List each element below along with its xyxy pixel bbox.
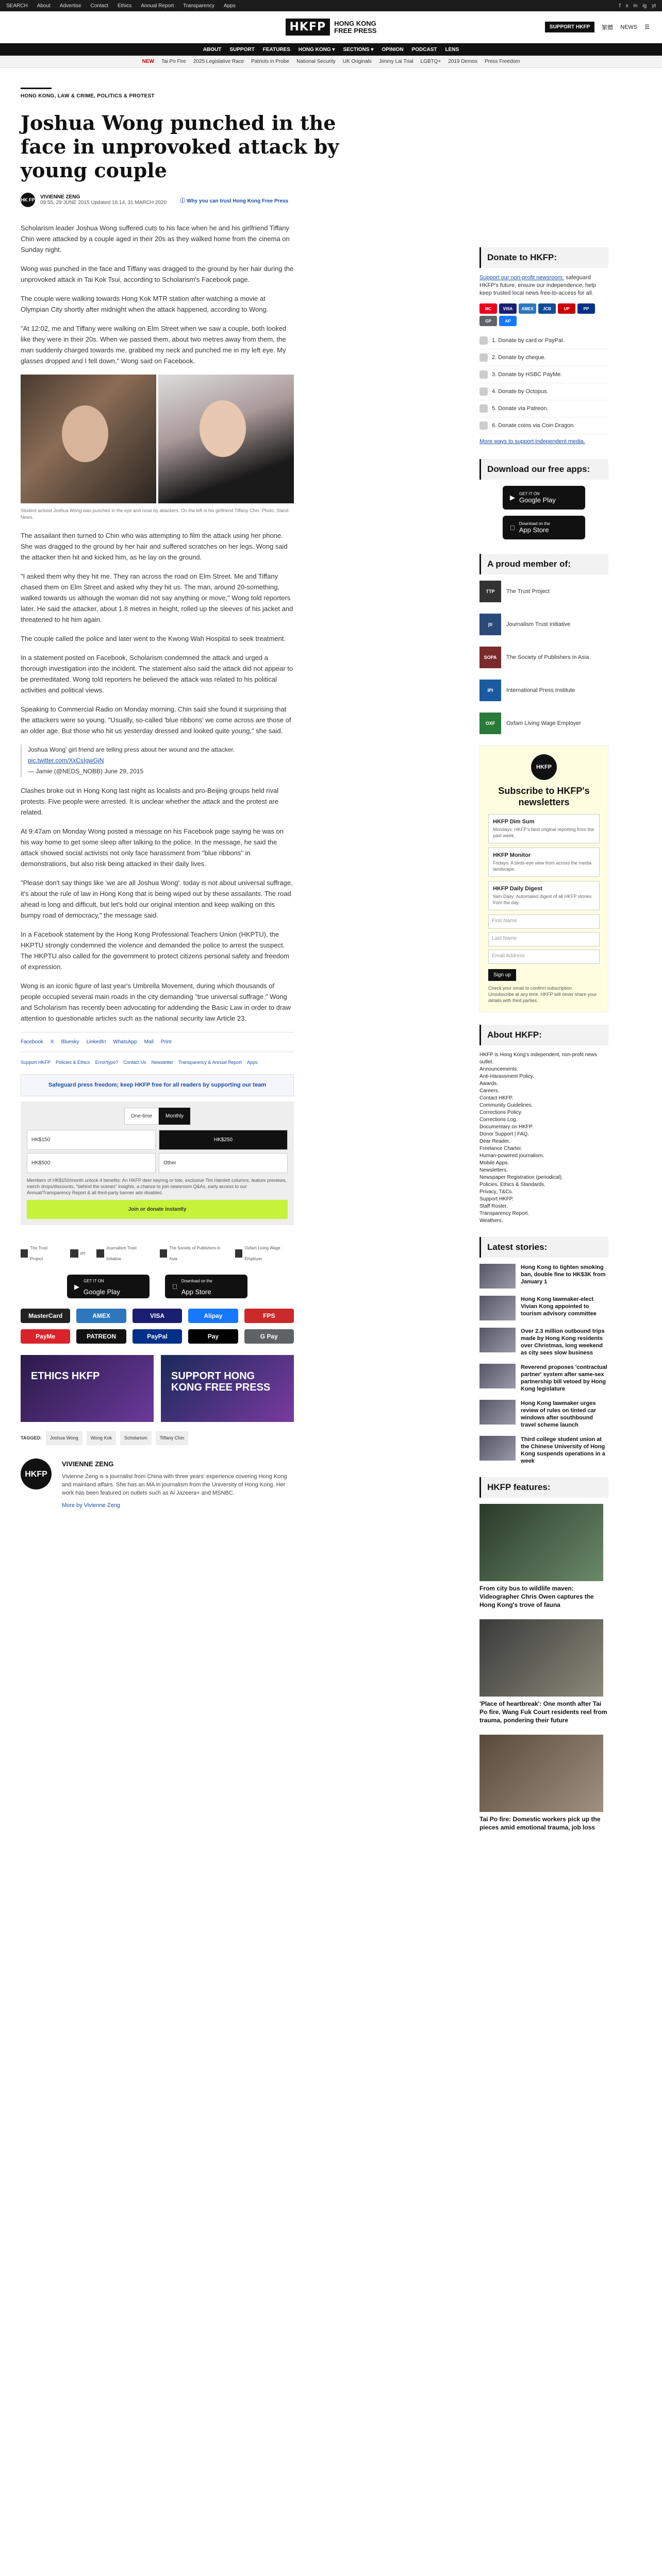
language-switch[interactable]: 繁體 [602,24,614,31]
about-link[interactable]: Announcements. [479,1066,519,1072]
article-paragraph: The couple were walking towards Hong Kok MTR station after watching a movie at Olympian City shortly after midnight when the attack happened, according to Wong. [21,295,269,313]
logo-oxfam[interactable] [235,1243,294,1264]
article-paragraph: At 9:47am on Monday Wong posted a message on his Facebook page saying he was on his way home to get some sleep after talking to the police. In the message, he said the attack showed social activists not only face harassment from "blue ribbons" in demonstrations, but also risk being attacked in their daily lives. [21,827,284,868]
topic-link[interactable]: 2019 Demos [448,59,477,64]
story-title: Hong Kong lawmaker-elect Vivian Kong appointed to tourism advisory committee [521,1296,597,1317]
article-paragraph: Scholarism leader Joshua Wong suffered cuts to his face when he and his girlfriend Tiffany Chin were attacked by a couple aged in their 20s as they walked home from the cinema on Sunday night. [21,224,290,253]
option-name: HKFP Daily Digest [493,886,542,892]
feature-stories [479,1504,608,1832]
support-link[interactable]: Contact Us [123,1060,146,1065]
oxfam-logo: OXF [479,713,501,734]
card-logo: PP [577,303,595,314]
nav-item[interactable]: OPINION [382,46,404,53]
article-paragraph: "Please don't say things like 'we are all Joshua Wong'. today is not about universal suffrage, it's about the rule of law in Hong Kong that is being wiped out by these assailants. The road ahead is long and difficult, but let's hold our original intention and keep walking on this bumpy road of democracy," the message said. [21,879,293,919]
article-paragraph: In a Facebook statement by the Hong Kong Professional Teachers Union (HKPTU), the HKPTU strongly condemned the violence and demanded the police to arrest the suspect. The HKPTU also called for the government to protect citizens personal safety and freedom of expression. [21,930,289,971]
promo-banners [21,1355,294,1422]
article-paragraph: "At 12:02, me and Tiffany were walking on Elm Street when we saw a couple, both looked like they were in their 20s. When we passed them, about two metres away from them, the man suddenly charged towards me, grabbed my neck and punched me in my left eye. My glasses dropped and I fell down," Wong said on Facebook. [21,325,287,365]
share-print[interactable]: Print [160,1039,172,1045]
feature-title: Tai Po fire: Domestic workers pick up the pieces amid emotional trauma, job loss [479,1816,601,1831]
method-label: 1. Donate by card or PayPal. [492,337,565,344]
card-icon [479,336,488,345]
about-link[interactable]: Staff Roster. [479,1204,508,1209]
about-link[interactable]: Policies, Ethics & Standards. [479,1182,545,1188]
feature-title: From city bus to wildlife maven: Videographer Chris Owen captures the Hong Kong's trove of fauna [479,1585,594,1608]
share-facebook[interactable]: Facebook [21,1039,43,1045]
support-link[interactable]: Policies & Ethics [56,1060,90,1065]
share-bluesky[interactable]: Bluesky [61,1039,79,1045]
promo-ethics[interactable]: ETHICS HKFP [21,1355,154,1422]
join-donate-button[interactable]: Join or donate instantly [27,1200,288,1219]
story-title: Hong Kong to tighten smoking ban, double fine to HK$3K from January 1 [521,1264,606,1285]
one-time-toggle[interactable]: One-time [124,1108,159,1125]
cheque-icon [479,353,488,362]
apple-icon [172,1281,177,1292]
play-icon: ▶ [510,494,515,501]
logo-text-line1: HONG KONG [334,19,376,27]
article-body [21,223,294,1511]
ipi-logo: IPI [479,680,501,701]
donate-method[interactable] [479,349,608,366]
card-logo: UP [558,303,575,314]
article-column [21,88,339,1511]
patreon-icon [479,404,488,413]
store-label: App Store [176,1288,206,1296]
member-label: International Press Institute [506,687,575,693]
feature-image [479,1619,603,1697]
jti-logo: jti [479,614,501,635]
fps-icon: FPS [244,1309,294,1323]
embedded-tweet [21,744,294,777]
logo-text [334,20,376,35]
tag[interactable]: Joshua Wong [46,1431,82,1445]
feature-story[interactable] [479,1504,608,1609]
card-logo: GP [479,316,497,326]
method-label: 5. Donate via Patreon. [492,405,549,412]
about-link[interactable]: Corrections Policy. [479,1110,522,1115]
article-headline: Joshua Wong punched in the face in unprovoked attack by young couple [21,111,339,182]
topic-link[interactable]: National Security [296,59,336,64]
article-paragraph: "I asked them why they hit me. They ran across the road on Elm Street. Me and Tiffany chased them on Elm Street and asked why they hit us. The man, around 20-something, walked towards us although the woman did not say anything or move," Wong told reporters later. He said the attacker, about 1.8 metres in height, rolled up the sleeves of his jacket and threatened to hit him again. [21,572,293,623]
article-paragraph: The assailant then turned to Chin who was attempting to film the attack using her phone. She was dragged to the ground by her hair and suffered scratches on her legs. Wong said the attacker then hit and kicked him, as he lay on the ground. [21,532,288,561]
donation-frequency-toggle [27,1108,288,1125]
signup-button[interactable]: Sign up [488,969,516,981]
author-name[interactable]: VIVIENNE ZENG [40,194,80,200]
author-box [21,1459,294,1511]
logo-label: Journalism Trust Initiative [106,1246,137,1261]
newsletter-option[interactable] [488,814,600,843]
visa-icon: VISA [133,1309,182,1323]
logo-label: The Trust Project [30,1246,48,1261]
about-link[interactable]: Documentary on HKFP. [479,1124,534,1130]
amex-icon: AMEX [76,1309,126,1323]
member-label: The Trust Project [506,588,550,595]
store-small-label: Download on the [514,521,545,526]
latest-story[interactable] [479,1296,608,1320]
newsletter-option[interactable] [488,848,600,877]
story-title: Over 2.3 million outbound trips made by Hong Kong residents over Christmas, long weekend as city sees slow business [521,1328,605,1356]
topbar-link[interactable]: SEARCH [6,3,28,9]
feature-story[interactable] [479,1735,608,1832]
topic-link[interactable]: UK Originals [342,59,372,64]
author-box-avatar[interactable]: HKFP [21,1459,52,1489]
feature-title: 'Place of heartbreak': One month after Tai Po fire, Wang Fuk Court residents reel from trauma, pondering their future [479,1700,607,1724]
play-icon: ▶ [74,1282,79,1291]
topic-link[interactable]: Press Freedom [485,59,520,64]
donate-intro-link[interactable]: Support our non-profit newsroom: [479,275,564,281]
trust-label: Why you can trust Hong Kong Free Press [186,198,289,204]
membership-note: Members of HK$150/month unlock 4 benefits: An HKFP deer keyring or tote, exclusive Tim Hamlett columns, feature previews, merch drops/discounts, "behind the scenes" insights, a chance to join newsroom Q&As, early access to our Annual/Transparency Report & all third-party banner ads disabled. [27,1178,287,1195]
about-link[interactable]: Donor Support | FAQ. [479,1131,529,1137]
amount-option-other[interactable]: Other [159,1153,288,1173]
support-links [21,1057,294,1068]
app-store-buttons [21,1275,294,1298]
google-play-button[interactable] [67,1275,150,1298]
about-links [479,1052,608,1225]
about-link[interactable]: Awards. [479,1081,498,1087]
facebook-icon[interactable]: f [619,3,621,9]
latest-story[interactable] [479,1264,608,1289]
alipay-icon: Alipay [188,1309,238,1323]
donate-intro [479,274,608,297]
feature-story[interactable] [479,1619,608,1724]
member-label: Journalism Trust Initiative [506,621,571,628]
sidebar-app-store-button[interactable] [503,516,585,539]
promo-support[interactable]: SUPPORT HONG KONG FREE PRESS [161,1355,294,1422]
donate-method[interactable] [479,366,608,383]
member-item[interactable] [479,581,608,602]
donate-box [21,1101,294,1225]
method-label: 3. Donate by HSBC PayMe. [492,371,562,378]
menu-icon[interactable]: ☰ [644,24,650,30]
donate-intro-text: safeguard HKFP's future, ensure our independence, help keep trusted local news free-to-access for all. [479,275,596,296]
nav-item[interactable]: SUPPORT [229,46,255,53]
latest-story[interactable] [479,1436,608,1465]
topic-link[interactable]: Patriots in Probe [251,59,290,64]
nav-item[interactable]: ABOUT [203,46,222,53]
logo-label: IPI [80,1251,86,1256]
photo-caption: Student activist Joshua Wong was punched in the eye and nose by attackers. On the left is his girlfriend Tiffany Chin. Photo: Stand News. [21,508,289,520]
card-logo: AP [499,316,517,326]
store-label: Google Play [84,1288,120,1296]
tag[interactable]: Scholarism [120,1431,152,1445]
store-label: App Store [514,526,544,534]
linkedin-icon[interactable]: in [633,3,638,9]
about-title: About HKFP: [479,1025,608,1045]
coin-icon [479,421,488,430]
store-small-label: Download on the [176,1279,208,1283]
feature-image [479,1735,603,1812]
topic-link[interactable]: LGBTQ+ [420,59,441,64]
story-title: Third college student union at the Chinese University of Hong Kong suspends operations in a week [521,1436,605,1464]
member-logos-row [21,1243,294,1264]
info-icon: ⓘ [180,198,186,204]
about-link[interactable]: Anti-Harassment Policy. [479,1074,534,1079]
about-link[interactable]: Corrections Log. [479,1117,518,1123]
newsletter-note: Check your email to confirm subscription. Unsubscribe at any time. HKFP will never share your details with third parties. [488,986,597,1003]
last-name-input[interactable]: Last Name [488,932,600,946]
article-photo[interactable] [21,375,294,503]
apple-icon [510,524,515,532]
new-badge: NEW [142,59,154,64]
newsletter-signup [479,745,608,1012]
x-icon[interactable]: x [625,3,628,9]
newsletter-title: Subscribe to HKFP's newsletters [498,786,590,807]
donate-method[interactable] [479,417,608,434]
support-link[interactable]: Newsletter [151,1060,174,1065]
topbar-link[interactable]: About [37,3,51,9]
latest-story[interactable] [479,1364,608,1393]
support-link[interactable]: Apps [246,1060,258,1065]
paypal-icon: PayPal [133,1329,182,1344]
about-link[interactable]: Dear Reader. [479,1139,510,1144]
option-name: HKFP Dim Sum [493,819,535,825]
about-link[interactable]: Human-powered journalism. [479,1153,544,1159]
member-item[interactable] [479,680,608,701]
story-thumbnail [479,1328,516,1352]
author-bio: Vivienne Zeng is a journalist from China with three years' experience covering Hong Kong and mainland affairs. She has an MA in journalism from the University of Hong Kong. Her work has been featured on outlets such as Al Jazeera+ and MSNBC. [62,1473,287,1496]
logo-jti[interactable] [96,1243,148,1264]
tag[interactable]: Tiffany Chin [156,1431,189,1445]
instagram-icon[interactable]: ig [642,3,647,9]
top-bar [0,0,662,11]
story-thumbnail [479,1264,516,1289]
topic-link[interactable]: Jimmy Lai Trial [378,59,413,64]
about-link[interactable]: Careers. [479,1088,500,1094]
apps-title: Download our free apps: [479,459,608,480]
author-avatar[interactable]: HK FP [21,193,35,207]
logo-trust-project[interactable] [21,1243,59,1264]
tweet-attribution[interactable]: — Jamie (@NEDS_NOBB) June 29, 2015 [28,768,144,775]
donate-method[interactable] [479,383,608,400]
news-link[interactable]: NEWS [620,24,638,30]
story-title: Hong Kong lawmaker urges review of rules on tinted car windows after southbound travel scheme launch [521,1400,597,1428]
sidebar-app-buttons [479,486,608,539]
latest-story[interactable] [479,1400,608,1429]
trust-link[interactable] [180,196,288,204]
member-item[interactable] [479,647,608,668]
share-mail[interactable]: Mail [144,1039,154,1045]
sidebar [479,247,608,1842]
share-x[interactable]: X [50,1039,54,1045]
about-link[interactable]: Freelance Charter. [479,1146,522,1151]
photo-tiffany-chin [158,375,294,503]
payme-icon [479,370,488,379]
article-category[interactable]: HONG KONG, LAW & CRIME, POLITICS & PROTEST [21,88,52,99]
app-store-button[interactable] [165,1275,247,1298]
apple-pay-icon: Pay [188,1329,238,1344]
sidebar-google-play-button[interactable] [503,486,585,510]
payme-icon: PayMe [21,1329,70,1344]
google-pay-icon: G Pay [244,1329,294,1344]
card-logos [479,303,608,326]
logo-label: The Society of Publishers in Asia [169,1246,221,1261]
option-desc: Mondays: HKFP's best original reporting from the past week. [493,827,594,838]
octopus-icon [479,387,488,396]
article-paragraph: Wong is an iconic figure of last year's Umbrella Movement, during which thousands of people occupied several main roads in the city demanding "true universal suffrage." Wong and Scholarism has recently been advocating for addending the Basic Law in order to draw attention to questionable articles such as the national security law Article 23. [21,982,291,1022]
tweet-link[interactable]: pic.twitter.com/XxCsIgwGjN [28,757,104,764]
email-input[interactable]: Email Address [488,950,600,964]
member-list [479,581,608,734]
support-link[interactable]: Support HKFP [21,1060,51,1065]
topic-link[interactable]: Tai Po Fire [161,59,186,64]
trust-project-logo: TTP [479,581,501,602]
option-desc: 9am Daily: Automated digest of all HKFP stories from the day. [493,894,592,905]
tags-label: TAGGED: [21,1435,42,1440]
sopa-logo: SOPA [479,647,501,668]
support-link[interactable]: Error/typo? [95,1060,119,1065]
about-link[interactable]: Newsletters. [479,1167,508,1173]
member-title: A proud member of: [479,554,608,574]
amount-option-selected[interactable]: HK$250 [159,1130,288,1150]
support-hkfp-button[interactable]: SUPPORT HKFP [545,22,594,32]
nav-item[interactable]: FEATURES [262,46,290,53]
latest-stories [479,1264,608,1465]
member-item[interactable] [479,713,608,734]
amount-option[interactable]: HK$500 [27,1153,156,1173]
main-nav [0,43,662,56]
byline [21,193,299,207]
card-logo: AMEX [519,303,536,314]
photo-joshua-wong [21,375,156,503]
topbar-link[interactable]: Ethics [117,3,132,9]
method-label: 6. Donate coins via Coin Dragon. [492,422,575,429]
article-paragraph: Clashes broke out in Hong Kong last night as localists and pro-Beijing groups held rival protests. Five people were arrested. It is unclear whether the attack and the protest are related. [21,787,279,816]
topbar-link[interactable]: Contact [90,3,108,9]
topbar-link[interactable]: Annual Report [141,3,174,9]
about-link[interactable]: Contact HKFP. [479,1095,514,1101]
share-bar [21,1032,294,1052]
nav-item[interactable]: LENS [445,46,459,53]
features-title: HKFP features: [479,1477,608,1498]
store-small-label: GET IT ON [519,492,540,496]
story-thumbnail [479,1364,516,1388]
card-logo: VISA [499,303,517,314]
story-title: Reverend proposes 'contractual partner' system after same-sex partnership bill vetoed by Hong Kong legislature [521,1364,607,1392]
newsletter-option[interactable] [488,881,600,910]
topbar-link[interactable]: Advertise [59,3,81,9]
logo-mark: HKFP [286,19,330,36]
share-linkedin[interactable]: LinkedIn [86,1039,106,1045]
about-link[interactable]: Mobile Apps. [479,1160,509,1166]
about-link[interactable]: HKFP is Hong Kong's independent, non-profit news outlet. [479,1052,597,1065]
latest-story[interactable] [479,1328,608,1357]
youtube-icon[interactable]: yt [652,3,656,9]
about-link[interactable]: Transparency Report. [479,1211,529,1216]
tag[interactable]: Wong Kok [87,1431,116,1445]
logo-sopa[interactable] [160,1243,224,1264]
latest-title: Latest stories: [479,1237,608,1258]
about-link[interactable]: Newspaper Registration (periodical). [479,1175,563,1180]
donate-method[interactable] [479,400,608,417]
store-label: Google Play [519,496,556,504]
story-thumbnail [479,1436,516,1461]
donation-amounts [27,1130,288,1173]
feature-image [479,1504,603,1581]
article-paragraph: The couple called the police and later went to the Kwong Wah Hospital to seek treatment. [21,635,286,642]
site-logo[interactable] [286,19,377,36]
nav-item[interactable]: HONG KONG ▾ [298,46,335,53]
member-label: Oxfam Living Wage Employer [506,720,582,726]
nav-item[interactable]: PODCAST [411,46,437,53]
support-link[interactable]: Transparency & Annual Report [178,1060,242,1065]
logo-text-line2: FREE PRESS [334,26,377,35]
about-link[interactable]: Privacy, T&Cs. [479,1189,514,1195]
first-name-input[interactable]: First Name [488,914,600,929]
method-label: 2. Donate by cheque. [492,354,546,361]
article-paragraph: Wong was punched in the face and Tiffany was dragged to the ground by her hair during the unprovoked attack in Tai Kok Tsui, according to Scholarism's Facebook page. [21,265,294,283]
article-tags [21,1431,294,1445]
author-box-name[interactable]: VIVIENNE ZENG [62,1460,114,1468]
monthly-toggle[interactable]: Monthly [159,1108,190,1125]
member-item[interactable] [479,614,608,635]
method-label: 4. Donate by Octopus. [492,388,549,395]
logo-label: Oxfam Living Wage Employer [244,1246,280,1261]
topbar-link[interactable]: Apps [223,3,236,9]
article-paragraph: Speaking to Commercial Radio on Monday morning, Chin said she found it surprising that the attackers were so young. "Usually, so-called 'blue ribbons' we come across are those of an older age. But those who hit us yesterday dressed and looked quite young," she said. [21,705,291,735]
share-whatsapp[interactable]: WhatsApp [113,1039,137,1045]
mastercard-icon: MasterCard [21,1309,70,1323]
dateline: 09:55, 29 JUNE 2015 Updated 16:14, 31 MARCH 2020 [40,200,167,206]
store-small-label: GET IT ON [84,1279,104,1283]
story-thumbnail [479,1400,516,1425]
option-name: HKFP Monitor [493,852,531,858]
about-link[interactable]: Support HKFP. [479,1196,514,1202]
option-desc: Fridays: A birds-eye view from across the media landscape. [493,860,592,872]
donate-title: Donate to HKFP: [479,247,608,268]
logo-ipi[interactable] [70,1248,86,1259]
more-ways-link[interactable]: More ways to support independent media. [479,438,585,445]
amount-option[interactable]: HK$150 [27,1130,156,1150]
donate-banner[interactable]: Safeguard press freedom; keep HKFP free for all readers by supporting our team [21,1074,294,1096]
member-label: The Society of Publishers in Asia [506,654,589,660]
newsletter-logo: HKFP [531,754,557,780]
topbar-link[interactable]: Transparency [183,3,214,9]
site-header [0,11,662,43]
about-link[interactable]: Weathers. [479,1218,503,1224]
topic-link[interactable]: 2025 Legislative Race [193,59,244,64]
payment-methods [21,1309,294,1344]
card-logo: MC [479,303,497,314]
about-link[interactable]: Community Guidelines. [479,1103,533,1108]
donate-methods [479,332,608,434]
article-paragraph: In a statement posted on Facebook, Scholarism condemned the attack and urged a thorough investigation into the incident. The statement also said the attack did not appear to be premeditated. Wong told reporters he believed the attack was related to his political activities and political views. [21,654,293,694]
patreon-icon: PATREON [76,1329,126,1344]
story-thumbnail [479,1296,516,1320]
nav-item[interactable]: SECTIONS ▾ [343,46,374,53]
donate-method[interactable] [479,332,608,349]
topic-nav [0,56,662,68]
tweet-text: Joshua Wong' girl friend are telling press about her wound and the attacker. [28,746,235,753]
more-by-author-link[interactable]: More by Vivienne Zeng [62,1502,120,1509]
card-logo: JCB [538,303,556,314]
